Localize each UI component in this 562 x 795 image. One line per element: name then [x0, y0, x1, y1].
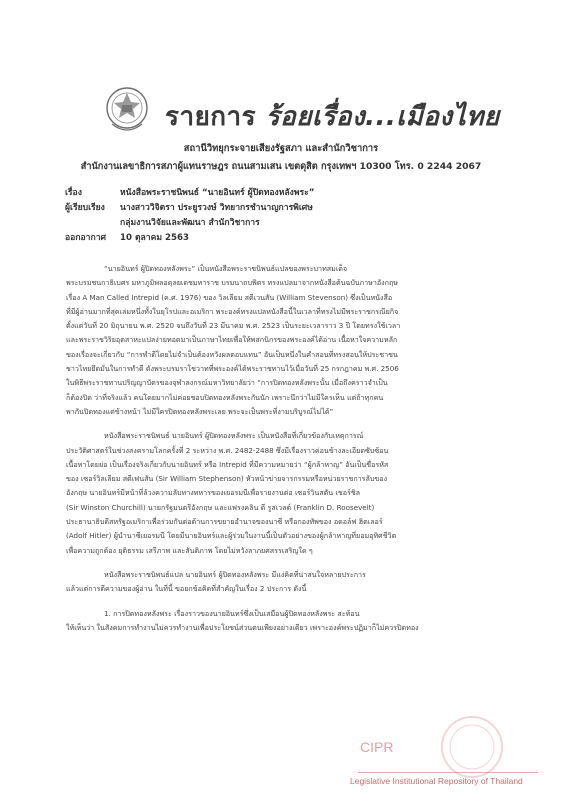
program-title	[165, 96, 500, 137]
paragraph-line: เรื่อง A Man Called Intrepid (ค.ศ. 1976) ของ วิลเลียม สตีเวนสัน (William Stevenson) ซึ่งเป็นหนังสือ	[66, 292, 393, 302]
subtitle-station: สถานีวิทยุกระจายเสียงรัฐสภา และสำนักวิชาการ	[183, 143, 379, 154]
watermark-text: CIPR	[360, 739, 394, 755]
meta-author-dept: กลุ่มงานวิจัยและพัฒนา สำนักวิชาการ	[120, 217, 260, 228]
paragraph-line: หนังสือพระราชนิพนธ์แปล นายอินทร์ ผู้ปิดทองหลังพระ มีแง่คิดที่น่าสนใจหลายประการ	[104, 569, 366, 579]
paragraph-line: 1. การปิดทองหลังพระ เรื่องราวของนายอินทร์ซึ่งเป็นเสมือนผู้ปิดทองหลังพระ สะท้อน	[104, 608, 360, 618]
meta-subject-label: เรื่อง	[65, 187, 82, 198]
paragraph-line: อังกฤษ นายอินทร์มีหน้าที่ล้วงความลับทางทหารของเยอรมนีเพื่อรายงานต่อ เซอร์วินสตัน เชอร์ชิล	[66, 488, 361, 498]
paragraph-line: เพื่อความถูกต้อง ยุติธรรม เสรีภาพ และสันติภาพ โดยไม่หวังลาภยศสรรเสริญใด ๆ	[66, 545, 313, 555]
meta-block	[65, 184, 525, 244]
meta-date-row	[65, 229, 525, 244]
paragraph-line: หนังสือพระราชนิพนธ์ นายอินทร์ ผู้ปิดทองหลังพระ เป็นหนังสือที่เกี่ยวข้องกับเหตุการณ์	[104, 431, 364, 441]
document-body	[66, 262, 506, 645]
paragraph-line: (Adolf Hitler) ผู้นำนาซีเยอรมนี โดยมีนายอินทร์และผู้ร่วมในงานนี้เป็นตัวอย่างของผู้กล้าหาญที่ยอมอุทิศชีวิต	[66, 531, 397, 541]
paragraph-line: ประธานาธิบดีสหรัฐอเมริกาเพื่อร่วมกันต่อต้านการขยายอำนาจของนาซี หรือกองทัพของ อดอล์ฟ ฮิตเลอร์	[66, 517, 383, 527]
meta-author-row	[65, 199, 525, 214]
title-italic: ร้อยเรื่อง...เมืองไทย	[265, 102, 500, 132]
paragraph-line: แล้วแต่การตีความของผู้อ่าน ในที่นี้ ขอยกข้อคิดที่สำคัญในเรื่อง 2 ประการ ดังนี้	[66, 584, 307, 594]
paragraph-line: ประวัติศาสตร์ในช่วงสงครามโลกครั้งที่ 2 ระหว่าง พ.ศ. 2482-2488 ซึ่งมีเรื่องราวค่อนข้างละเอียดซับซ้อน	[66, 445, 389, 455]
meta-date-label: ออกอากาศ	[65, 232, 106, 243]
paragraph-line: ชาวไทยยึดมั่นในการทำดี ดังพระบรมราโชวาทที่พระองค์ได้พระราชทานไว้เมื่อวันที่ 25 กรกฎาคม พ.ศ. 2506	[66, 364, 399, 374]
paragraph	[66, 262, 506, 419]
paragraph-line: พระบรมชนกาธิเบศร มหาภูมิพลอดุลยเดชมหาราช บรมนาถบพิตร ทรงแปลมาจากหนังสือต้นฉบับภาษาอังกฤษ	[66, 278, 398, 288]
paragraph-line: ก็ต้องปิด ว่าที่จริงแล้ว คนโดยมากไม่ค่อยชอบปิดทองหลังพระกันนัก เพราะนึกว่าไม่มีใครเห็น แต่ถ้าทุกคน	[66, 392, 384, 402]
paragraph-line: ตั้งแต่วันที่ 20 มิถุนายน พ.ศ. 2520 จนถึงวันที่ 23 มีนาคม พ.ศ. 2523 เป็นระยะเวลาราว 3 ปี โดยทรงใช้เวลา	[66, 321, 401, 331]
paragraph	[66, 607, 506, 636]
title-plain: รายการ	[165, 102, 266, 132]
subtitle-address: สำนักงานเลขาธิการสภาผู้แทนราษฎร ถนนสามเสน เขตดุสิต กรุงเทพฯ 10300 โทร. 0 2244 2067	[80, 161, 482, 172]
paragraph-line: (Sir Winston Churchill) นายกรัฐมนตรีอังกฤษ และแฟรงคลิน ดี รูสเวลต์ (Franklin D. Roosevelt)	[66, 502, 375, 512]
meta-author-dept-row	[65, 214, 525, 229]
paragraph-line: พากันปิดทองแต่ข้างหน้า ไม่มีใครปิดทองหลังพระเลย พระจะเป็นพระที่งามบริบูรณ์ไม่ได้”	[66, 406, 334, 416]
paragraph-line: ของเรื่องจะเกี่ยวกับ “การทำดีโดยไม่จำเป็นต้องหวังผลตอบแทน” อันเป็นหนึ่งในคำสอนที่ทรงสอนให้ประชาชน	[66, 349, 398, 359]
paragraph-line: ในพิธีพระราชทานปริญญาบัตรของจุฬาลงกรณ์มหาวิทยาลัยว่า “การปิดทองหลังพระนั้น เมื่อถึงคราวจำเป็น	[66, 378, 388, 388]
meta-author-label: ผู้เรียบเรียง	[65, 202, 105, 213]
meta-subject-value: หนังสือพระราชนิพนธ์ “นายอินทร์ ผู้ปิดทองหลังพระ”	[120, 187, 315, 198]
paragraph-line: ของ เซอร์วิลเลียม สตีเฟนสัน (Sir William Stephenson) หัวหน้าข่ายจารกรรมหรือหน่วยราชการลับของ	[66, 474, 388, 484]
paragraph-line: “นายอินทร์ ผู้ปิดทองหลังพระ” เป็นหนังสือพระราชนิพนธ์แปลของพระบาทสมเด็จ	[104, 264, 348, 273]
watermark-divider	[358, 772, 538, 773]
meta-subject-row	[65, 184, 525, 199]
paragraph-line: และพระราชวิริยอุตสาหะแปลง่ายทอดมาเป็นภาษาไทยเพื่อให้พสกนิกรของพระองค์ได้อ่าน เนื้อหาใจความหลัก	[66, 335, 398, 345]
paragraph	[66, 568, 506, 597]
paragraph-line: ให้เห็นว่า ในสังคมการทำงานไม่ควรทำงานเพื่อประโยชน์ส่วนตนเพียงอย่างเดียว เพราะองค์พระปฏิมาก็ไม่ควรปิดทอง	[66, 622, 419, 632]
meta-author-value: นางสาววิจิตรา ประยูรวงษ์ วิทยากรชำนาญการพิเศษ	[120, 202, 313, 213]
paragraph	[66, 429, 506, 558]
paragraph-line: เนื้อหาโดยย่อ เป็นเรื่องจริงเกี่ยวกับนายอินทร์ หรือ Intrepid ที่มีความหมายว่า “ผู้กล้าหาญ” อันเป็นชื่อรหัส	[66, 459, 389, 469]
paragraph-line: ที่มีผู้อ่านมากที่สุดเล่มหนึ่งทั้งในยุโรปและอเมริกา พระองค์ทรงแปลหนังสือนี้ในเวลาที่ทรงไม่มีพระราชกรณียกิจ	[66, 306, 399, 316]
meta-date-value: 10 ตุลาคม 2563	[120, 232, 189, 243]
parliament-seal-icon	[102, 84, 152, 136]
watermark-footer: Legislative Institutional Repository of Thailand	[350, 776, 523, 786]
